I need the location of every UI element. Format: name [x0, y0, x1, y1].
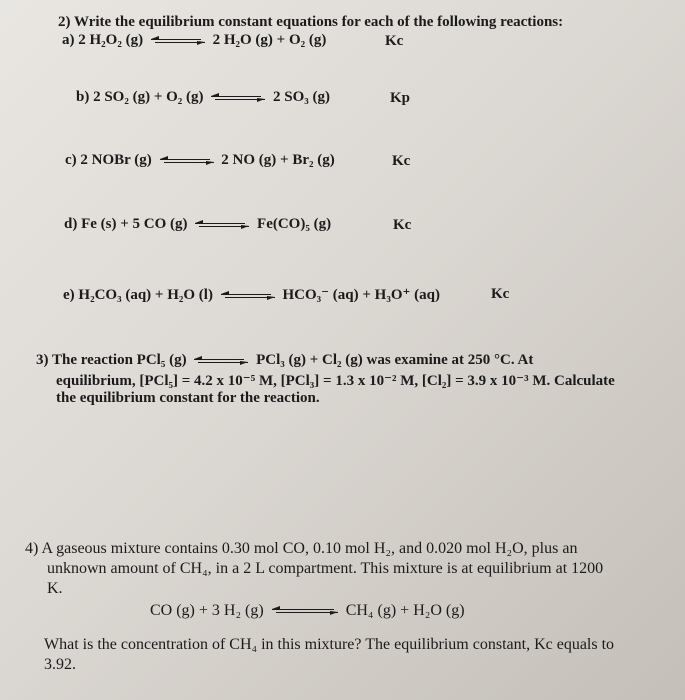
q2a-reactants: 2 H₂O₂ (g): [78, 32, 144, 48]
q2a-constant: Kc: [385, 33, 404, 49]
equilibrium-arrow-icon: [195, 220, 249, 230]
q2c-label: c): [65, 152, 77, 168]
q4-products: CH₄ (g) + H₂O (g): [345, 602, 465, 619]
q3-line3: the equilibrium constant for the reaction.: [56, 390, 320, 406]
q2e-products: HCO₃⁻ (aq) + H₃O⁺ (aq): [282, 287, 440, 303]
q2e-reaction: [63, 285, 440, 304]
q4-line1: 4) A gaseous mixture contains 0.30 mol CO, 0.10 mol H₂, and 0.020 mol H₂O, plus an: [25, 540, 578, 557]
q2b-constant: Kp: [390, 90, 411, 106]
q3-line1-start: 3) The reaction PCl₅ (g): [36, 352, 187, 368]
q4-line2: unknown amount of CH₄, in a 2 L compartment. This mixture is at equilibrium at 1200: [47, 560, 604, 577]
equilibrium-arrow-icon: [272, 606, 338, 616]
q2c-products: 2 NO (g) + Br₂ (g): [221, 152, 335, 168]
q2b-reactants: 2 SO₂ (g) + O₂ (g): [93, 89, 204, 105]
q2e-reactants: H₂CO₃ (aq) + H₂O (l): [78, 287, 213, 303]
q2c-reactants: 2 NOBr (g): [80, 152, 152, 168]
q4-question: What is the concentration of CH₄ in this mixture? The equilibrium constant, Kc equals to: [44, 636, 615, 653]
q2a-reaction: [62, 32, 326, 49]
equilibrium-arrow-icon: [194, 356, 248, 366]
q3-line1-end: PCl₃ (g) + Cl₂ (g) was examine at 250 °C. At: [256, 352, 534, 368]
q2c-constant: Kc: [392, 153, 411, 169]
equilibrium-arrow-icon: [221, 291, 275, 301]
equilibrium-arrow-icon: [151, 36, 205, 46]
equilibrium-arrow-icon: [211, 93, 265, 103]
q2c-reaction: [65, 152, 335, 169]
q3-line2: equilibrium, [PCl₅] = 4.2 x 10⁻⁵ M, [PCl₃] = 1.3 x 10⁻² M, [Cl₂] = 3.9 x 10⁻³ M. Calculate: [56, 373, 615, 389]
equilibrium-arrow-icon: [160, 156, 214, 166]
q2d-reactants: Fe (s) + 5 CO (g): [81, 216, 188, 232]
q4-line3: K.: [47, 580, 63, 597]
q2b-products: 2 SO₃ (g): [273, 89, 331, 105]
q2b-reaction: [76, 89, 330, 106]
q2d-products: Fe(CO)₅ (g): [257, 216, 332, 232]
q2a-products: 2 H₂O (g) + O₂ (g): [212, 32, 327, 48]
q2d-reaction: [64, 216, 331, 233]
q3-line1: [36, 352, 533, 369]
q4-reactants: CO (g) + 3 H₂ (g): [150, 602, 264, 619]
q2a-label: a): [62, 32, 75, 48]
q2e-constant: Kc: [491, 286, 510, 302]
q2e-label: e): [63, 287, 75, 303]
q2-heading: 2) Write the equilibrium constant equations for each of the following reactions:: [58, 14, 564, 30]
q4-question-end: 3.92.: [44, 656, 76, 673]
q4-equation: [150, 602, 465, 620]
q2d-label: d): [64, 216, 78, 232]
q2d-constant: Kc: [393, 217, 412, 233]
q2b-label: b): [76, 89, 90, 105]
